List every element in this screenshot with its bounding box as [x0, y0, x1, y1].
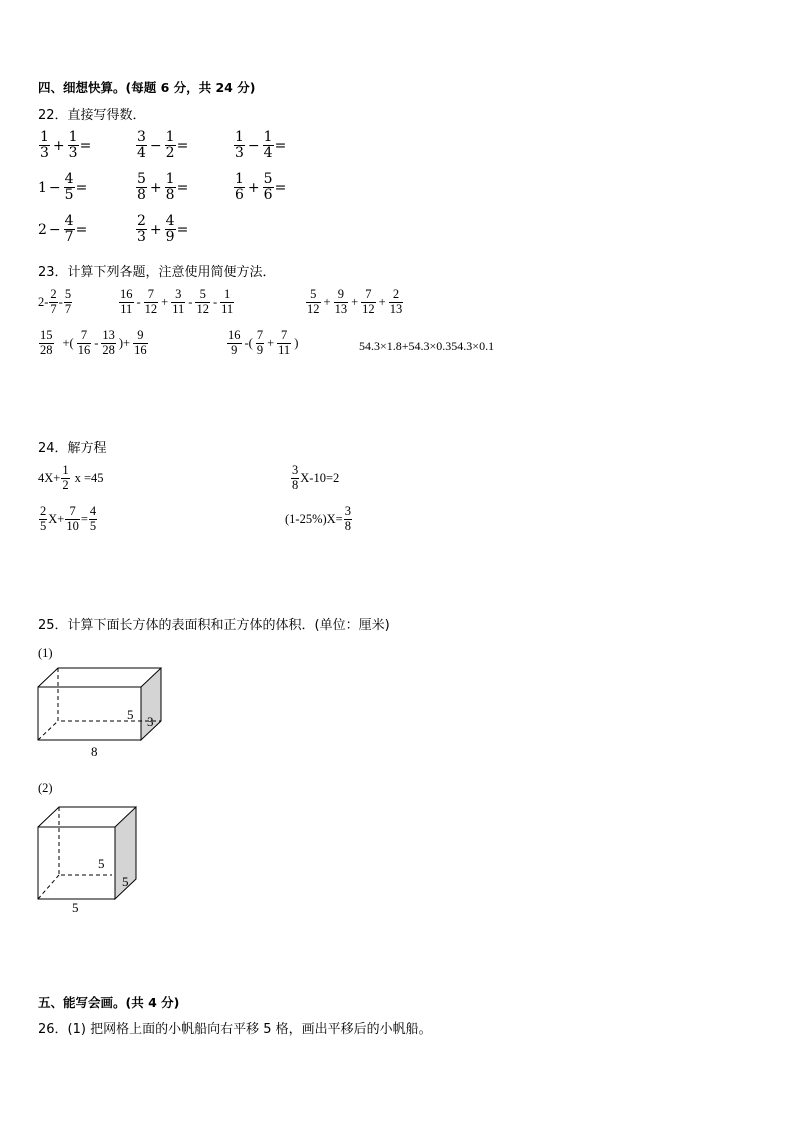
q22-2b: $\frac{5}{8}$ + $\frac{1}{8}$ =	[137, 171, 189, 204]
q23-expr-1: 2- $\frac{2}{7}$ - $\frac{5}{7}$	[38, 287, 72, 316]
q23-expr-2: $\frac{16}{11}$ - $\frac{7}{12}$ + $\frac{3}{11}$ - $\frac{5}{12}$ - $\frac{1}{11}$	[120, 287, 234, 316]
q22-2a: 1 − $\frac{4}{5}$ =	[38, 171, 88, 204]
cuboid-width-label: 5	[127, 707, 134, 722]
q22-1a: $\frac{1}{3}$ + $\frac{1}{3}$ =	[40, 129, 92, 162]
q24-title: 24．解方程	[38, 441, 107, 456]
cube-side-label-b: 5	[122, 874, 129, 889]
cuboid-hidden-edge-depth	[38, 721, 58, 740]
q26-title: 26．(1) 把网格上面的小帆船向右平移 5 格，画出平移后的小帆船。	[38, 1022, 432, 1037]
section-5-title: 五、能写会画。(共 4 分)	[38, 995, 180, 1010]
section-4-title: 四、细想快算。(每题 6 分，共 24 分)	[38, 80, 256, 95]
q24-eq-2: $\frac{3}{8}$ X-10=2	[292, 463, 340, 492]
q22-2c: $\frac{1}{6}$ + $\frac{5}{6}$ =	[235, 171, 287, 204]
cuboid-top-edges	[38, 668, 161, 687]
q23-title: 23．计算下列各题，注意使用简便方法．	[38, 265, 276, 280]
q24-eq-4: (1-25%)X= $\frac{3}{8}$	[285, 504, 351, 533]
cuboid-right-face	[141, 668, 161, 740]
cube-figure	[30, 802, 160, 917]
cube-hidden-edge-depth	[38, 875, 59, 899]
cube-side-label-a: 5	[98, 856, 105, 871]
q23-expr-5: $\frac{16}{9}$ -( $\frac{7}{9}$ + $\frac{7}{11}$ )	[228, 328, 299, 357]
q22-3a: 2 − $\frac{4}{7}$ =	[38, 213, 88, 246]
q22-1b: $\frac{3}{4}$ − $\frac{1}{2}$ =	[137, 129, 189, 162]
q23-expr-6: 54.3×1.8+54.3×0.354.3×0.1	[359, 339, 495, 353]
cuboid-length-label: 8	[91, 744, 98, 759]
q24-eq-1: 4X+ $\frac{1}{2}$ x =45	[38, 463, 104, 492]
fig2-label: (2)	[38, 781, 53, 795]
q23-expr-4: $\frac{15}{28}$ +( $\frac{7}{16}$ - $\frac{13}{28}$ )+ $\frac{9}{16}$	[40, 328, 147, 357]
q22-title: 22．直接写得数．	[38, 108, 146, 123]
q23-expr-3: $\frac{5}{12}$ + $\frac{9}{13}$ + $\frac{7}{12}$ + $\frac{2}{13}$	[307, 287, 403, 316]
cuboid-height-label: 3	[147, 714, 154, 729]
q22-3b: $\frac{2}{3}$ + $\frac{4}{9}$ =	[137, 213, 189, 246]
q22-1c: $\frac{1}{3}$ − $\frac{1}{4}$ =	[235, 129, 287, 162]
cube-side-label-c: 5	[72, 900, 79, 915]
fig1-label: (1)	[38, 646, 53, 660]
q25-title: 25．计算下面长方体的表面积和正方体的体积．(单位：厘米)	[38, 618, 390, 633]
q24-eq-3: $\frac{2}{5}$ X+ $\frac{7}{10}$ = $\frac{4}{5}$	[40, 504, 97, 533]
cuboid-figure	[30, 664, 180, 764]
cuboid-front-face	[38, 687, 141, 740]
